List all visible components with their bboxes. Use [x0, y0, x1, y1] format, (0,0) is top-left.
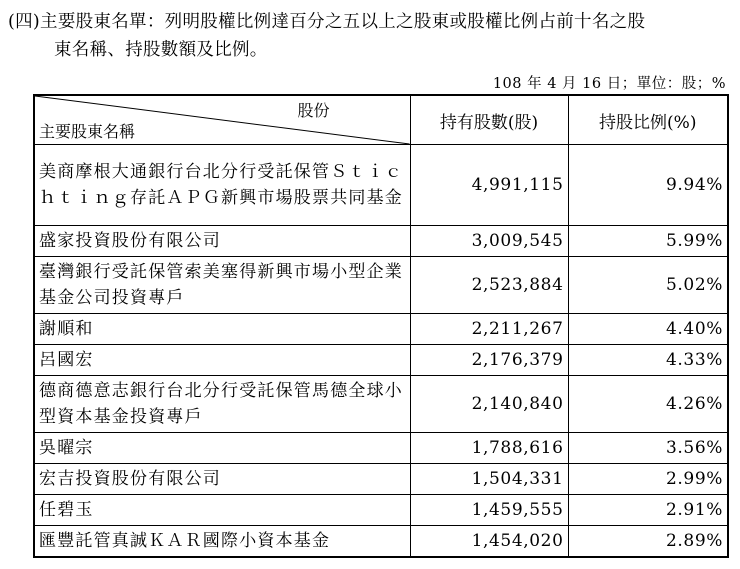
holding-ratio: 2.89%	[568, 526, 728, 558]
shareholder-name: 臺灣銀行受託保管索美塞得新興市場小型企業基金公司投資專戶	[34, 257, 410, 314]
holding-ratio: 2.99%	[568, 464, 728, 495]
shareholder-name: 美商摩根大通銀行台北分行受託保管Ｓｔｉｃｈｔｉｎｇ存託ＡＰＧ新興市場股票共同基金	[34, 145, 410, 226]
table-row	[34, 495, 728, 526]
header-name-label: 主要股東名稱	[39, 122, 136, 141]
shares-held: 4,991,115	[410, 145, 568, 226]
shares-held: 1,788,616	[410, 433, 568, 464]
header-diagonal-cell	[34, 95, 410, 145]
shares-held: 2,176,379	[410, 345, 568, 376]
shares-held: 1,504,331	[410, 464, 568, 495]
shares-held: 2,211,267	[410, 314, 568, 345]
table-row	[34, 314, 728, 345]
shares-held: 1,454,020	[410, 526, 568, 558]
shareholder-name: 呂國宏	[34, 345, 410, 376]
heading-line-1: (四)主要股東名單：列明股權比例達百分之五以上之股東或股權比例占前十名之股	[8, 12, 646, 32]
holding-ratio: 5.99%	[568, 226, 728, 257]
shares-held: 1,459,555	[410, 495, 568, 526]
heading-line-2: 東名稱、持股數額及比例。	[54, 40, 268, 60]
header-shares-label: 股份	[297, 101, 330, 120]
holding-ratio: 2.91%	[568, 495, 728, 526]
holding-ratio: 5.02%	[568, 257, 728, 314]
header-ratio: 持股比例(%)	[568, 95, 728, 145]
shareholder-name: 謝順和	[34, 314, 410, 345]
shares-held: 2,140,840	[410, 376, 568, 433]
shares-held: 3,009,545	[410, 226, 568, 257]
holding-ratio: 4.40%	[568, 314, 728, 345]
header-shares-held: 持有股數(股)	[410, 95, 568, 145]
shares-held: 2,523,884	[410, 257, 568, 314]
table-row	[34, 257, 728, 314]
table-row	[34, 464, 728, 495]
table-header-row	[34, 95, 728, 145]
table-row	[34, 433, 728, 464]
shareholder-name: 匯豐託管真誠ＫＡＲ國際小資本基金	[34, 526, 410, 558]
table-row	[34, 345, 728, 376]
shareholder-table	[33, 94, 729, 558]
table-row	[34, 145, 728, 226]
shareholder-name: 吳曜宗	[34, 433, 410, 464]
table-row	[34, 526, 728, 558]
holding-ratio: 4.26%	[568, 376, 728, 433]
holding-ratio: 3.56%	[568, 433, 728, 464]
table-row	[34, 376, 728, 433]
holding-ratio: 9.94%	[568, 145, 728, 226]
date-unit-note: 108 年 4 月 16 日；單位：股；%	[492, 76, 726, 92]
table-row	[34, 226, 728, 257]
shareholder-name: 宏吉投資股份有限公司	[34, 464, 410, 495]
shareholder-name: 盛家投資股份有限公司	[34, 226, 410, 257]
holding-ratio: 4.33%	[568, 345, 728, 376]
shareholder-name: 任碧玉	[34, 495, 410, 526]
section-heading	[8, 8, 736, 64]
shareholder-name: 德商德意志銀行台北分行受託保管馬德全球小型資本基金投資專戶	[34, 376, 410, 433]
